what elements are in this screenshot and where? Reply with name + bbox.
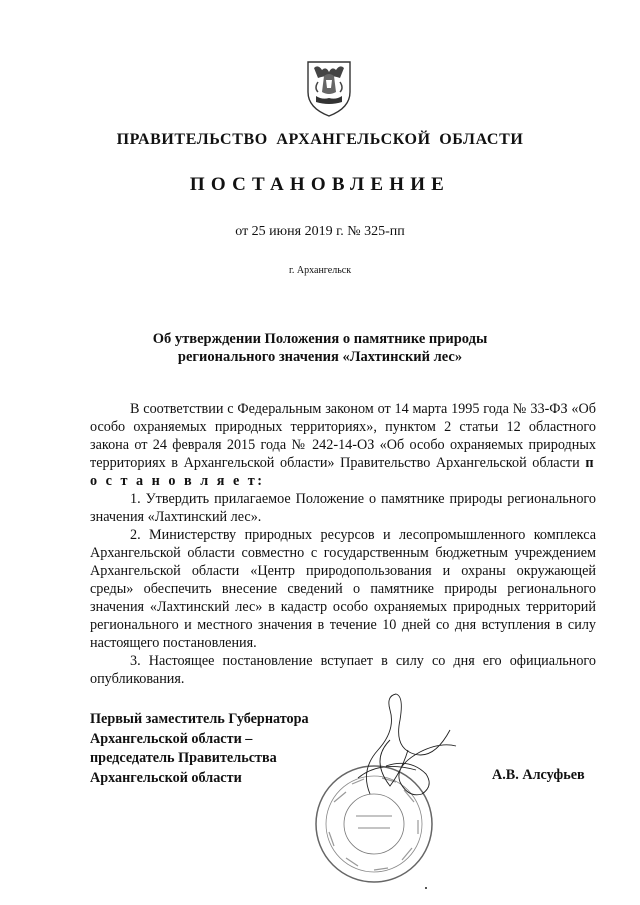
item-2-paragraph: 2. Министерству природных ресурсов и лесопромышленного комплекса Архангельской области совместно с государственным бюджетным учреждением Архангельской области «Центр природопользования и охраны окружающей среды» обеспечить внесение сведений о памятнике природы регионального значения «Лахтинский лес» в кадастр особо охраняемых природных территорий регионального и местного значения в течение 10 дней со дня вступления в силу настоящего постановления. [90,527,596,651]
signatory-line3: председатель Правительства [90,750,277,766]
decree-title-line2: регионального значения «Лахтинский лес» [177,349,463,365]
decree-word: п о с т а н о в л я е т [90,455,596,489]
document-type-heading: ПОСТАНОВЛЕНИЕ [189,174,451,195]
intro-text: В соответствии с Федеральным законом от 14 марта 1995 года № 33-ФЗ «Об особо охраняемых природных территориях», пунктом 2 статьи 12 областного закона от 24 февраля 2015 года № 242-14-ОЗ «Об особо охраняемых природных территориях в Архангельской области» Правительство Архангельской области [90,401,596,471]
signatory-position [90,710,309,788]
signatory-line1: Первый заместитель Губернатора [90,711,309,727]
decree-date-number: от 25 июня 2019 г. № 325-пп [235,224,405,239]
decree-city: г. Архангельск [288,265,352,276]
item-3-paragraph: 3. Настоящее постановление вступает в силу со дня его официального опубликования. [90,653,596,687]
handwritten-signature [330,690,460,800]
decree-colon: : [257,473,262,489]
government-name: ПРАВИТЕЛЬСТВО АРХАНГЕЛЬСКОЙ ОБЛАСТИ [116,131,524,148]
scan-mark [425,887,427,889]
decree-body [90,400,596,688]
signatory-line4: Архангельской области [90,769,242,786]
decree-title-line1: Об утверждении Положения о памятнике природы [152,331,488,347]
coat-of-arms-emblem [304,58,354,118]
signatory-line2: Архангельской области – [90,730,253,747]
signatory-name: А.В. Алсуфьев [492,767,585,783]
decree-title [0,330,640,366]
intro-paragraph [90,400,596,490]
item-1-paragraph: 1. Утвердить прилагаемое Положение о памятнике природы регионального значения «Лахтинский лес». [90,491,596,525]
